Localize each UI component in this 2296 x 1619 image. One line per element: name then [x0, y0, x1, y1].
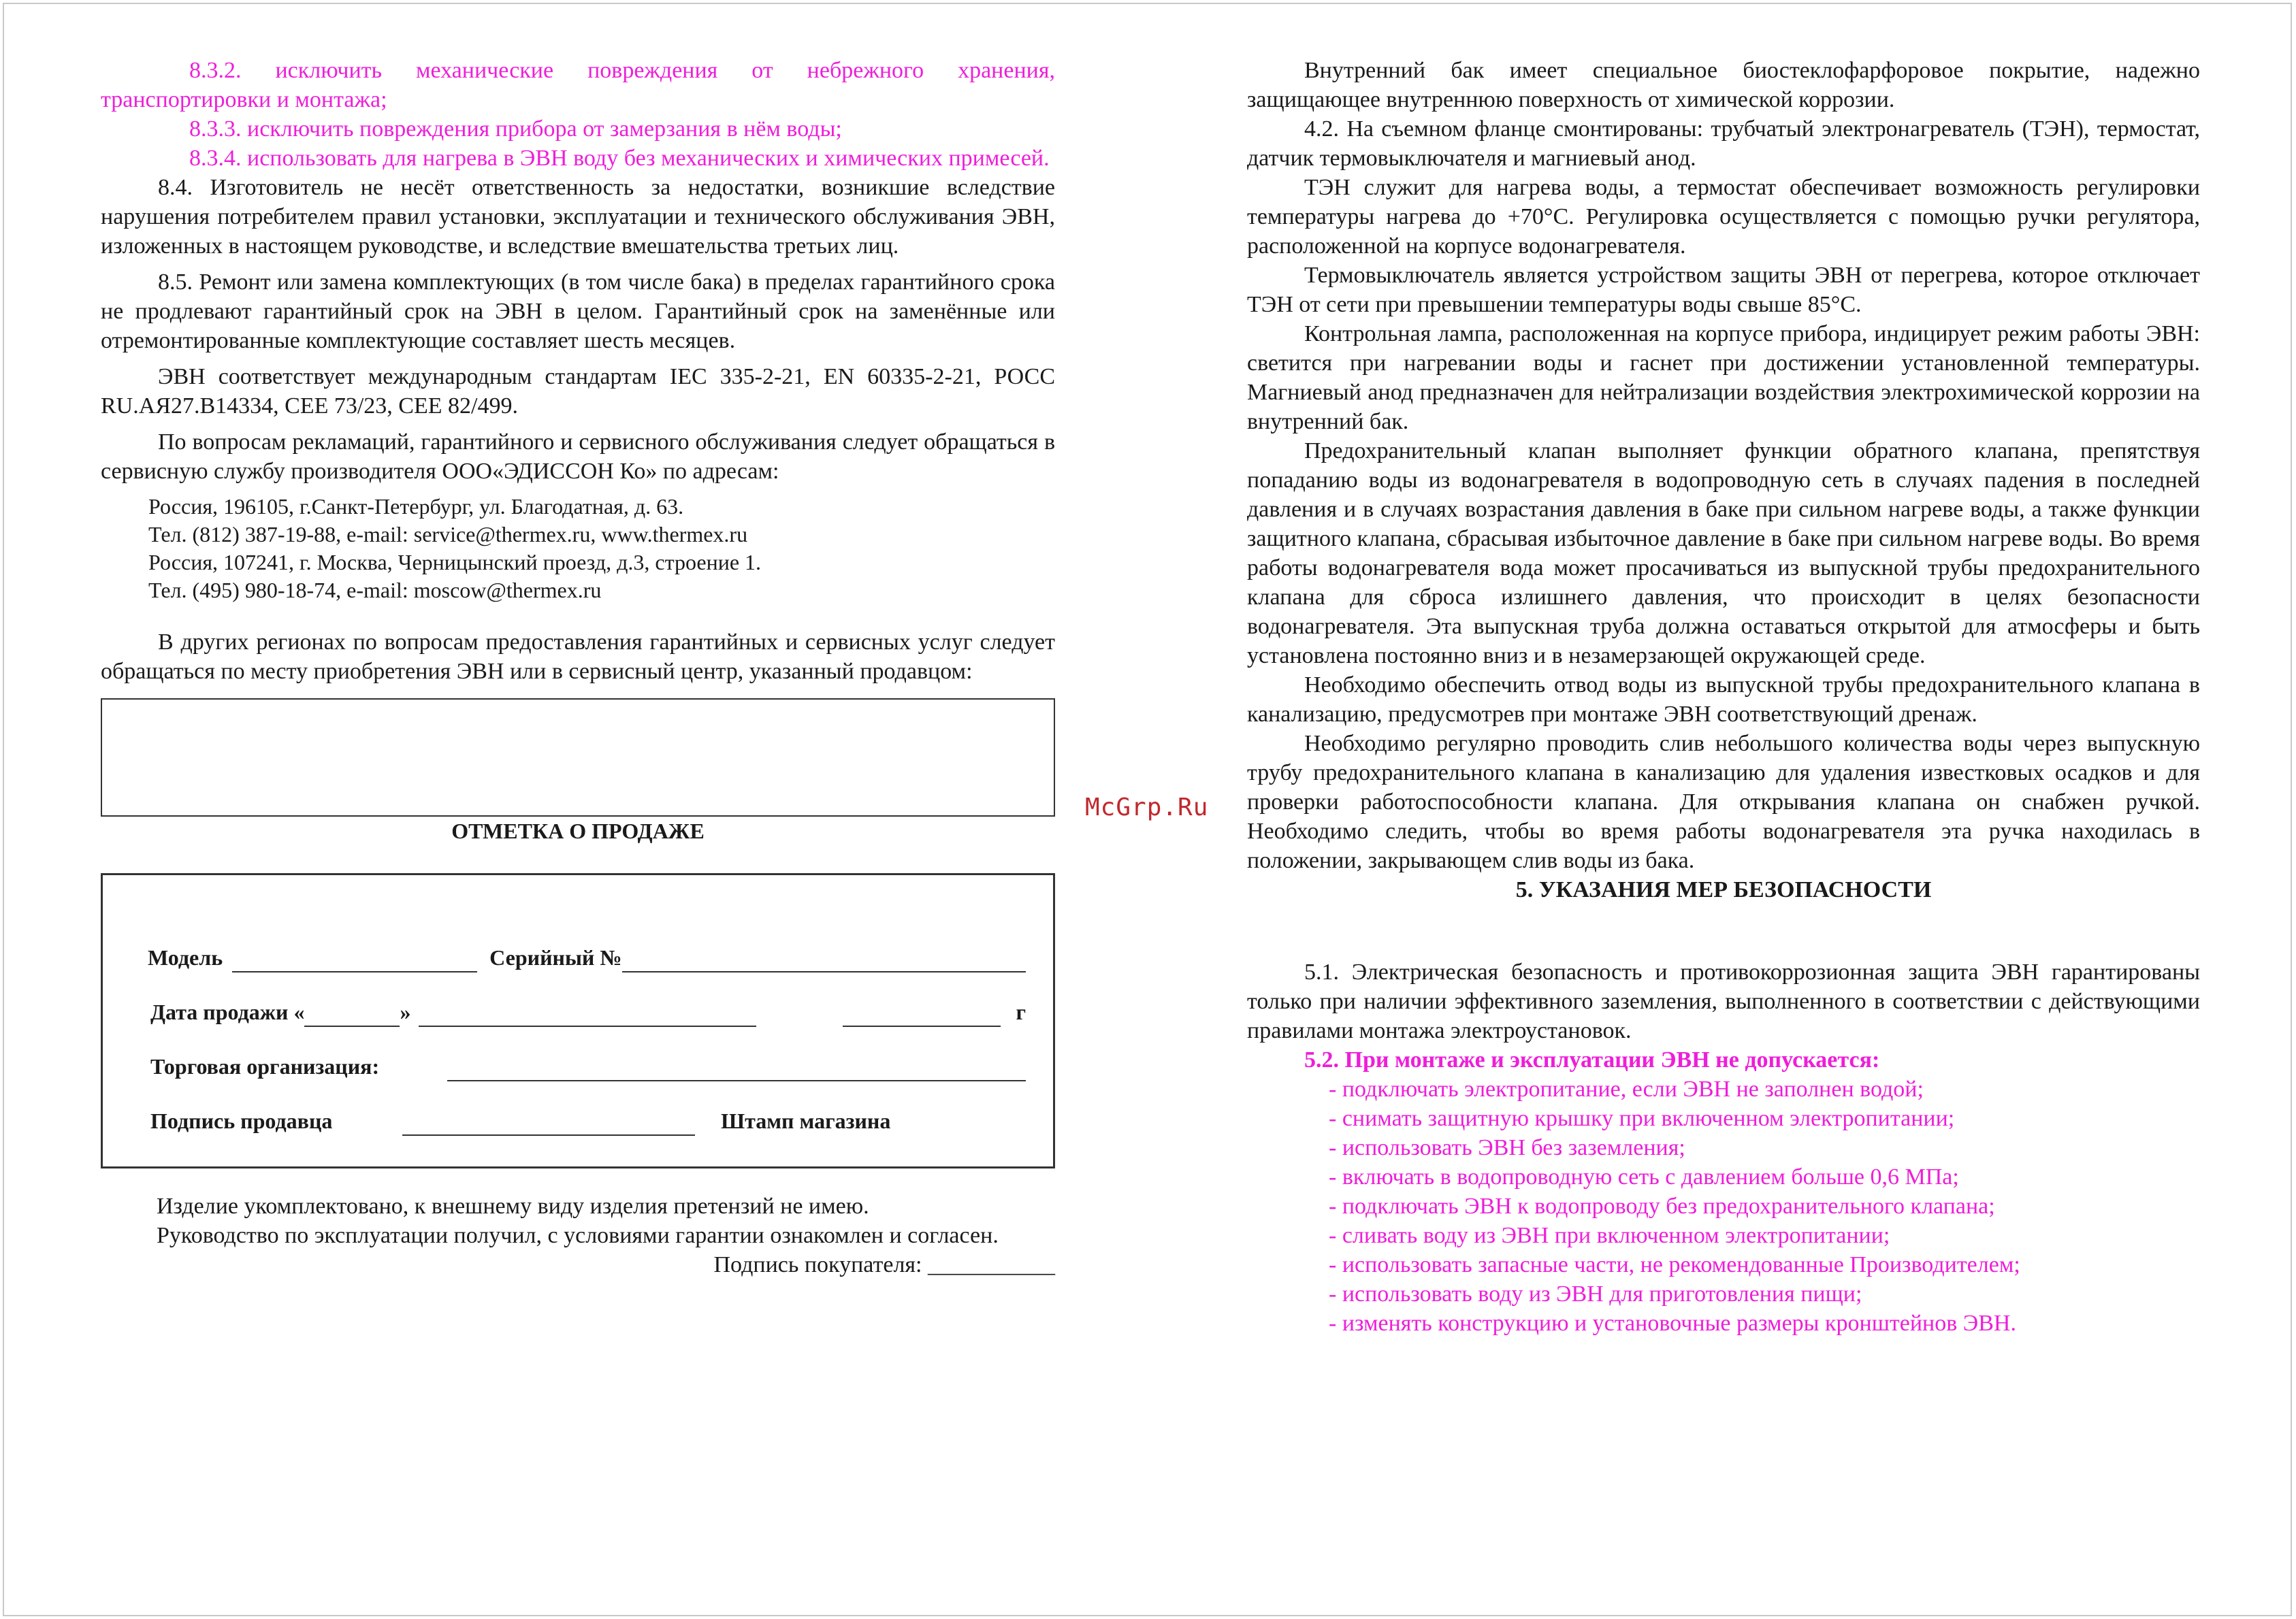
- date-year-field[interactable]: [843, 1005, 1001, 1027]
- right-column: [1247, 56, 2200, 1338]
- org-label: Торговая организация:: [150, 1054, 380, 1079]
- service-intro: По вопросам рекламаций, гарантийного и сервисного обслуживания следует обращаться в сервисную службу производителя ООО«ЭДИССОН Ко» по адресам:: [101, 429, 1055, 484]
- clause-8-5: 8.5. Ремонт или замена комплектующих (в том числе бака) в пределах гарантийного срока не продлевают гарантийный срок на ЭВН в целом. Гарантийный срок на заменённые или отремонтированные комплектующие составляет шесть месяцев.: [101, 269, 1055, 353]
- seller-sign-field[interactable]: [402, 1114, 695, 1136]
- buyer-signature[interactable]: Подпись покупателя: ___________: [713, 1252, 1055, 1277]
- date-label: Дата продажи «: [150, 1000, 305, 1024]
- regions-text: В других регионах по вопросам предоставления гарантийных и сервисных услуг следует обращаться по месту приобретения ЭВН или в сервисный центр, указанный продавцом:: [101, 629, 1055, 684]
- control-lamp-text: Контрольная лампа, расположенная на корпусе прибора, индицирует режим работы ЭВН: светится при нагревании воды и гаснет при достижении установленной температуры. Магниевый анод предназначен для нейтрализации воздействия электрохимической коррозии на внутренний бак.: [1247, 321, 2200, 434]
- prohibition-item: - включать в водопроводную сеть с давлением больше 0,6 МПа;: [1329, 1162, 2200, 1192]
- clause-8-3-3: 8.3.3. исключить повреждения прибора от замерзания в нём воды;: [189, 116, 842, 142]
- clause-5-1: 5.1. Электрическая безопасность и противокоррозионная защита ЭВН гарантированы только при наличии эффективного заземления, выполненного в соответствии с действующими правилами монтажа электроустановок.: [1247, 960, 2200, 1043]
- stamp-label: Штамп магазина: [721, 1109, 891, 1133]
- tank-coating-text: Внутренний бак имеет специальное биостеклофарфоровое покрытие, надежно защищающее внутреннюю поверхность от химической коррозии.: [1247, 58, 2200, 112]
- left-column: [101, 56, 1055, 1279]
- date-month-field[interactable]: [419, 1005, 756, 1027]
- model-label: Модель: [148, 945, 223, 970]
- serial-field[interactable]: [622, 951, 1026, 972]
- thermo-switch-text: Термовыключатель является устройством защиты ЭВН от перегрева, которое отключает ТЭН от сети при превышении температуры воды свыше 85°С.: [1247, 263, 2200, 317]
- date-row: [148, 998, 1026, 1027]
- org-field[interactable]: [447, 1060, 1026, 1081]
- clause-8-3-4: 8.3.4. использовать для нагрева в ЭВН воду без механических и химических примесей.: [189, 146, 1050, 171]
- org-row: [148, 1052, 1026, 1081]
- prohibition-item: - подключать электропитание, если ЭВН не заполнен водой;: [1329, 1075, 2200, 1104]
- standards-text: ЭВН соответствует международным стандартам IEC 335-2-21, EN 60335-2-21, РОСС RU.АЯ27.В14334, CEE 73/23, CEE 82/499.: [101, 364, 1055, 419]
- clause-8-3-2: 8.3.2. исключить механические повреждения от небрежного хранения, транспортировки и монтажа;: [101, 58, 1055, 112]
- sale-heading: ОТМЕТКА О ПРОДАЖЕ: [451, 819, 705, 843]
- safety-heading: 5. УКАЗАНИЯ МЕР БЕЗОПАСНОСТИ: [1515, 877, 1932, 902]
- prohibition-item: - использовать ЭВН без заземления;: [1329, 1133, 2200, 1162]
- prohibition-item: - сливать воду из ЭВН при включенном электропитании;: [1329, 1221, 2200, 1250]
- manual-statement: Руководство по эксплуатации получил, с условиями гарантии ознакомлен и согласен.: [157, 1223, 999, 1248]
- sale-form: [101, 873, 1055, 1168]
- date-day-field[interactable]: [304, 1005, 400, 1027]
- model-field[interactable]: [232, 951, 477, 972]
- prohibition-item: - использовать запасные части, не рекомендованные Производителем;: [1329, 1250, 2200, 1279]
- ten-text: ТЭН служит для нагрева воды, а термостат обеспечивает возможность регулировки температуры нагрева до +70°С. Регулировка осуществляется с помощью ручки регулятора, расположенной на корпусе водонагревателя.: [1247, 175, 2200, 259]
- signature-row: [148, 1107, 1026, 1136]
- safety-valve-text: Предохранительный клапан выполняет функции обратного клапана, препятствуя попаданию воды из водонагревателя в водопроводную сеть в случаях падения в последней давления и в случаях возрастания давления в баке при сильном нагреве воды, а также функции защитного клапана, сбрасывая избыточное давление в баке при сильном нагреве воды. Во время работы водонагревателя вода может просачиваться из выпускной трубы предохранительного клапана для сброса излишнего давления, что происходит в целях безопасности водонагревателя. Эта выпускная труба должна оставаться открытой для атмосферы и быть установлена постоянно вниз и в незамерзающей окружающей среде.: [1247, 438, 2200, 668]
- address-spb: Россия, 196105, г.Санкт-Петербург, ул. Благодатная, д. 63.: [148, 494, 684, 519]
- phone-moscow: Тел. (495) 980-18-74, e-mail: moscow@thermex.ru: [148, 578, 602, 602]
- seller-sign-label: Подпись продавца: [150, 1109, 333, 1133]
- clause-8-4: 8.4. Изготовитель не несёт ответственность за недостатки, возникшие вследствие нарушения потребителем правил установки, эксплуатации и технического обслуживания ЭВН, изложенных в настоящем руководстве, и вследствие вмешательства третьих лиц.: [101, 175, 1055, 259]
- prohibitions-list: [1247, 1075, 2200, 1338]
- regular-drain-text: Необходимо регулярно проводить слив небольшого количества воды через выпускную трубу предохранительного клапана в канализацию для удаления известковых осадков и для проверки работоспособности клапана. Для открывания клапана он снабжен ручкой. Необходимо следить, чтобы во время работы водонагревателя эта ручка находилась в положении, закрывающем слив воды из бака.: [1247, 731, 2200, 873]
- clause-5-2: 5.2. При монтаже и эксплуатации ЭВН не допускается:: [1304, 1047, 1880, 1073]
- complete-statement: Изделие укомплектовано, к внешнему виду изделия претензий не имею.: [157, 1194, 869, 1219]
- prohibition-item: - снимать защитную крышку при включенном электропитании;: [1329, 1104, 2200, 1133]
- serial-label: Серийный №: [489, 945, 622, 970]
- year-label: г: [1016, 1000, 1026, 1024]
- model-row: [148, 943, 1026, 972]
- date-close-quote: »: [400, 1000, 411, 1024]
- clause-4-2: 4.2. На съемном фланце смонтированы: трубчатый электронагреватель (ТЭН), термостат, датчик термовыключателя и магниевый анод.: [1247, 116, 2200, 171]
- prohibition-item: - использовать воду из ЭВН для приготовления пищи;: [1329, 1279, 2200, 1309]
- prohibition-item: - подключать ЭВН к водопроводу без предохранительного клапана;: [1329, 1192, 2200, 1221]
- drain-text: Необходимо обеспечить отвод воды из выпускной трубы предохранительного клапана в канализацию, предусмотрев при монтаже ЭВН соответствующий дренаж.: [1247, 672, 2200, 727]
- address-moscow: Россия, 107241, г. Москва, Черницынский проезд, д.3, строение 1.: [148, 550, 762, 574]
- phone-spb: Тел. (812) 387-19-88, e-mail: service@thermex.ru, www.thermex.ru: [148, 522, 748, 546]
- watermark-mcgrp: McGrp.Ru: [1085, 794, 1209, 821]
- prohibition-item: - изменять конструкцию и установочные размеры кронштейнов ЭВН.: [1329, 1309, 2200, 1338]
- service-center-box[interactable]: [101, 698, 1055, 817]
